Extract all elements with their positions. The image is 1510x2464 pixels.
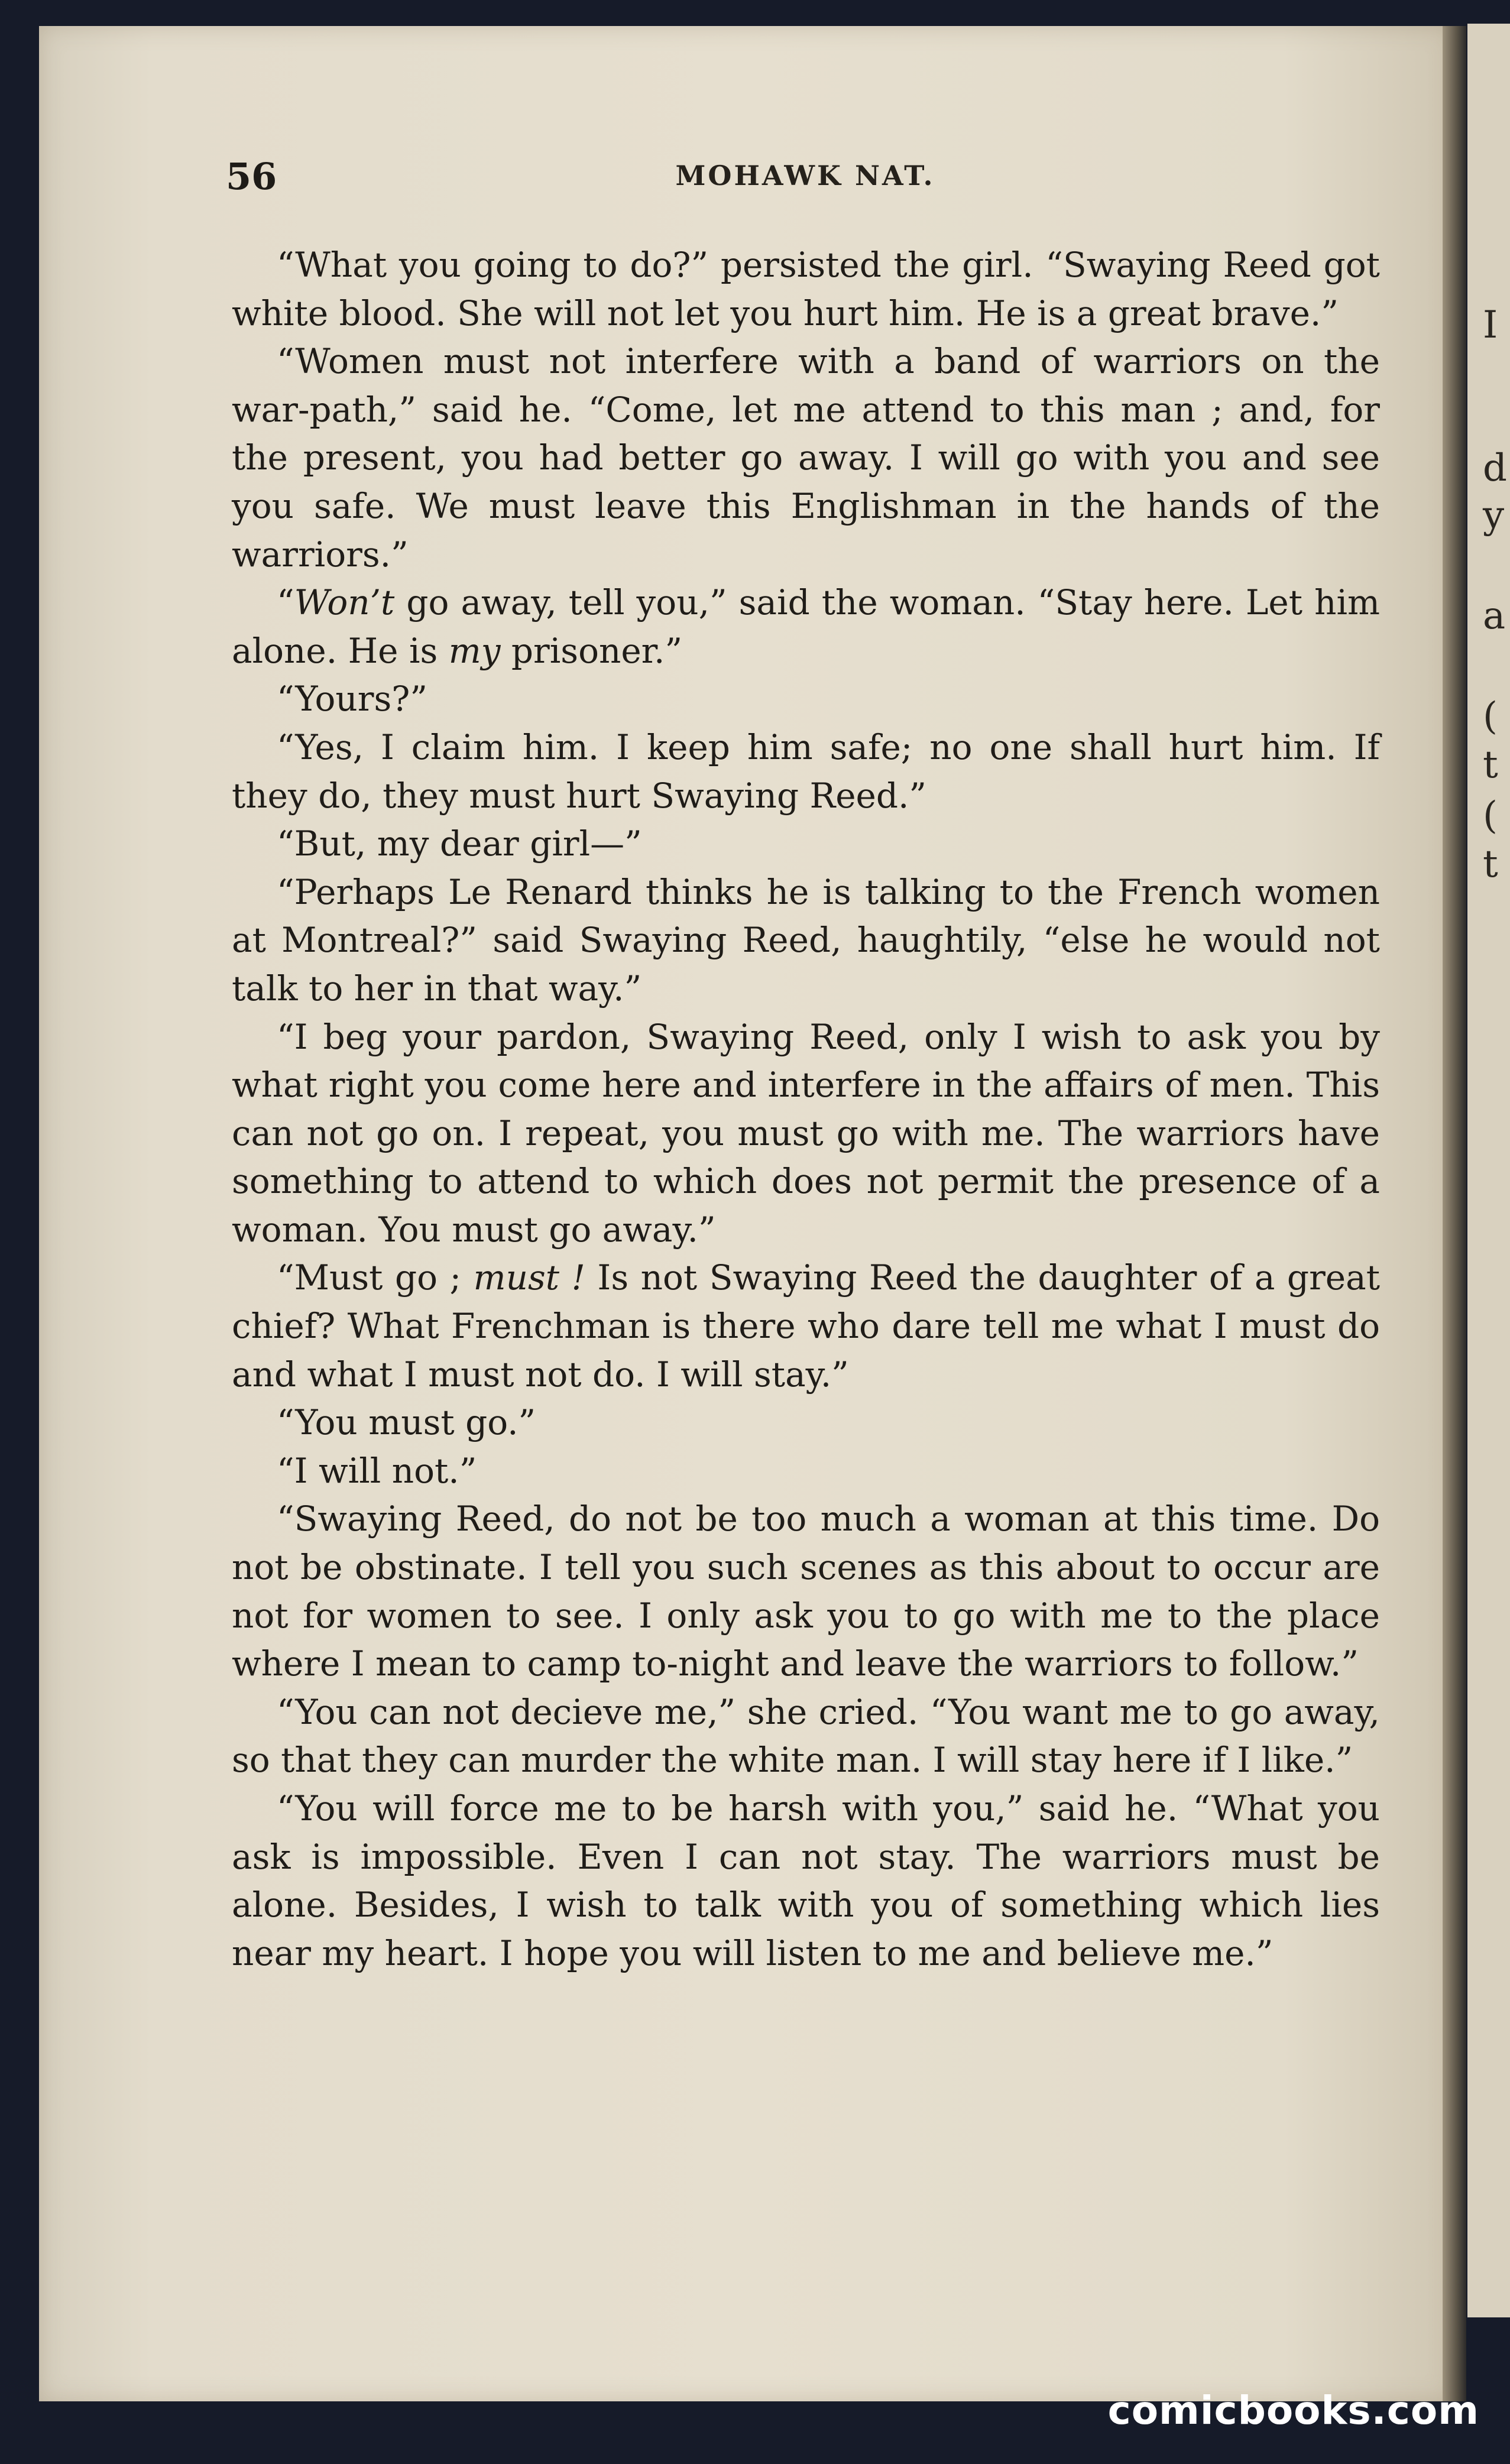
adjacent-letter: d: [1483, 446, 1507, 490]
paragraph: “Perhaps Le Renard thinks he is talking to the French women at Montreal?” said Swaying Reed, haughtily, “else he would not talk to her in that way.”: [232, 871, 1380, 1009]
italic-run: Won’t: [294, 582, 395, 623]
adjacent-letter: a: [1483, 594, 1506, 638]
adjacent-letter: I: [1483, 303, 1498, 347]
paragraph: “You must go.”: [277, 1402, 536, 1443]
running-title: MOHAWK NAT.: [675, 160, 935, 192]
page-number: 56: [226, 155, 277, 198]
page-header: [226, 155, 1385, 202]
text-run: prisoner.”: [500, 630, 683, 671]
text-run: “Must go ;: [277, 1257, 474, 1298]
adjacent-letter: (: [1483, 695, 1498, 738]
text-run: go away, tell you,” said the woman. “Stay here. Let him alone. He is: [232, 582, 1380, 671]
paragraph: “Women must not interfere with a band of warriors on the war-path,” said he. “Come, let me attend to this man ; and, for the present, you had better go away. I will go with you and see you safe. We must leave this Englishman in the hands of the warriors.”: [232, 341, 1380, 575]
body-text: [232, 241, 1380, 1977]
paragraph: “But, my dear girl—”: [277, 824, 642, 864]
text-run: Is not Swaying Reed the daughter of a great chief? What Frenchman is there who dare tell me what I must do and what I must not do. I will stay.”: [232, 1257, 1381, 1395]
adjacent-letter: t: [1483, 842, 1498, 886]
paragraph: “I will not.”: [277, 1450, 477, 1491]
paragraph: “Yours?”: [277, 679, 428, 719]
italic-run: my: [448, 630, 501, 671]
adjacent-letter: y: [1483, 494, 1505, 537]
paragraph: “What you going to do?” persisted the girl. “Swaying Reed got white blood. She will not let you hurt him. He is a great brave.”: [232, 245, 1380, 333]
paragraph: [232, 579, 1380, 675]
adjacent-letter: t: [1483, 743, 1498, 787]
paragraph: “I beg your pardon, Swaying Reed, only I wish to ask you by what right you come here and interfere in the affairs of men. This can not go on. I repeat, you must go with me. The warriors have something to attend to which does not permit the presence of a woman. You must go away.”: [232, 1016, 1380, 1250]
paragraph: “Swaying Reed, do not be too much a woman at this time. Do not be obstinate. I tell you such scenes as this about to occur are not for women to see. I only ask you to go with me to the place where I mean to camp to-night and leave the warriors to follow.”: [232, 1499, 1380, 1684]
paragraph: “You will force me to be harsh with you,” said he. “What you ask is impossible. Even I can not stay. The warriors must be alone. Besides, I wish to talk with you of something which lies near my heart. I hope you will listen to me and believe me.”: [232, 1788, 1380, 1973]
adjacent-letter: (: [1483, 794, 1498, 838]
text-run: “: [277, 582, 294, 623]
watermark: comicbooks.com: [1107, 2388, 1479, 2433]
adjacent-page-text: [1478, 0, 1510, 2464]
paragraph: [232, 1254, 1380, 1399]
paragraph: “Yes, I claim him. I keep him safe; no one shall hurt him. If they do, they must hurt Swaying Reed.”: [232, 727, 1380, 816]
italic-run: must !: [473, 1257, 585, 1298]
paragraph: “You can not decieve me,” she cried. “You want me to go away, so that they can murder the white man. I will stay here if I like.”: [232, 1691, 1380, 1781]
page-gutter-shadow: [1443, 26, 1466, 2401]
